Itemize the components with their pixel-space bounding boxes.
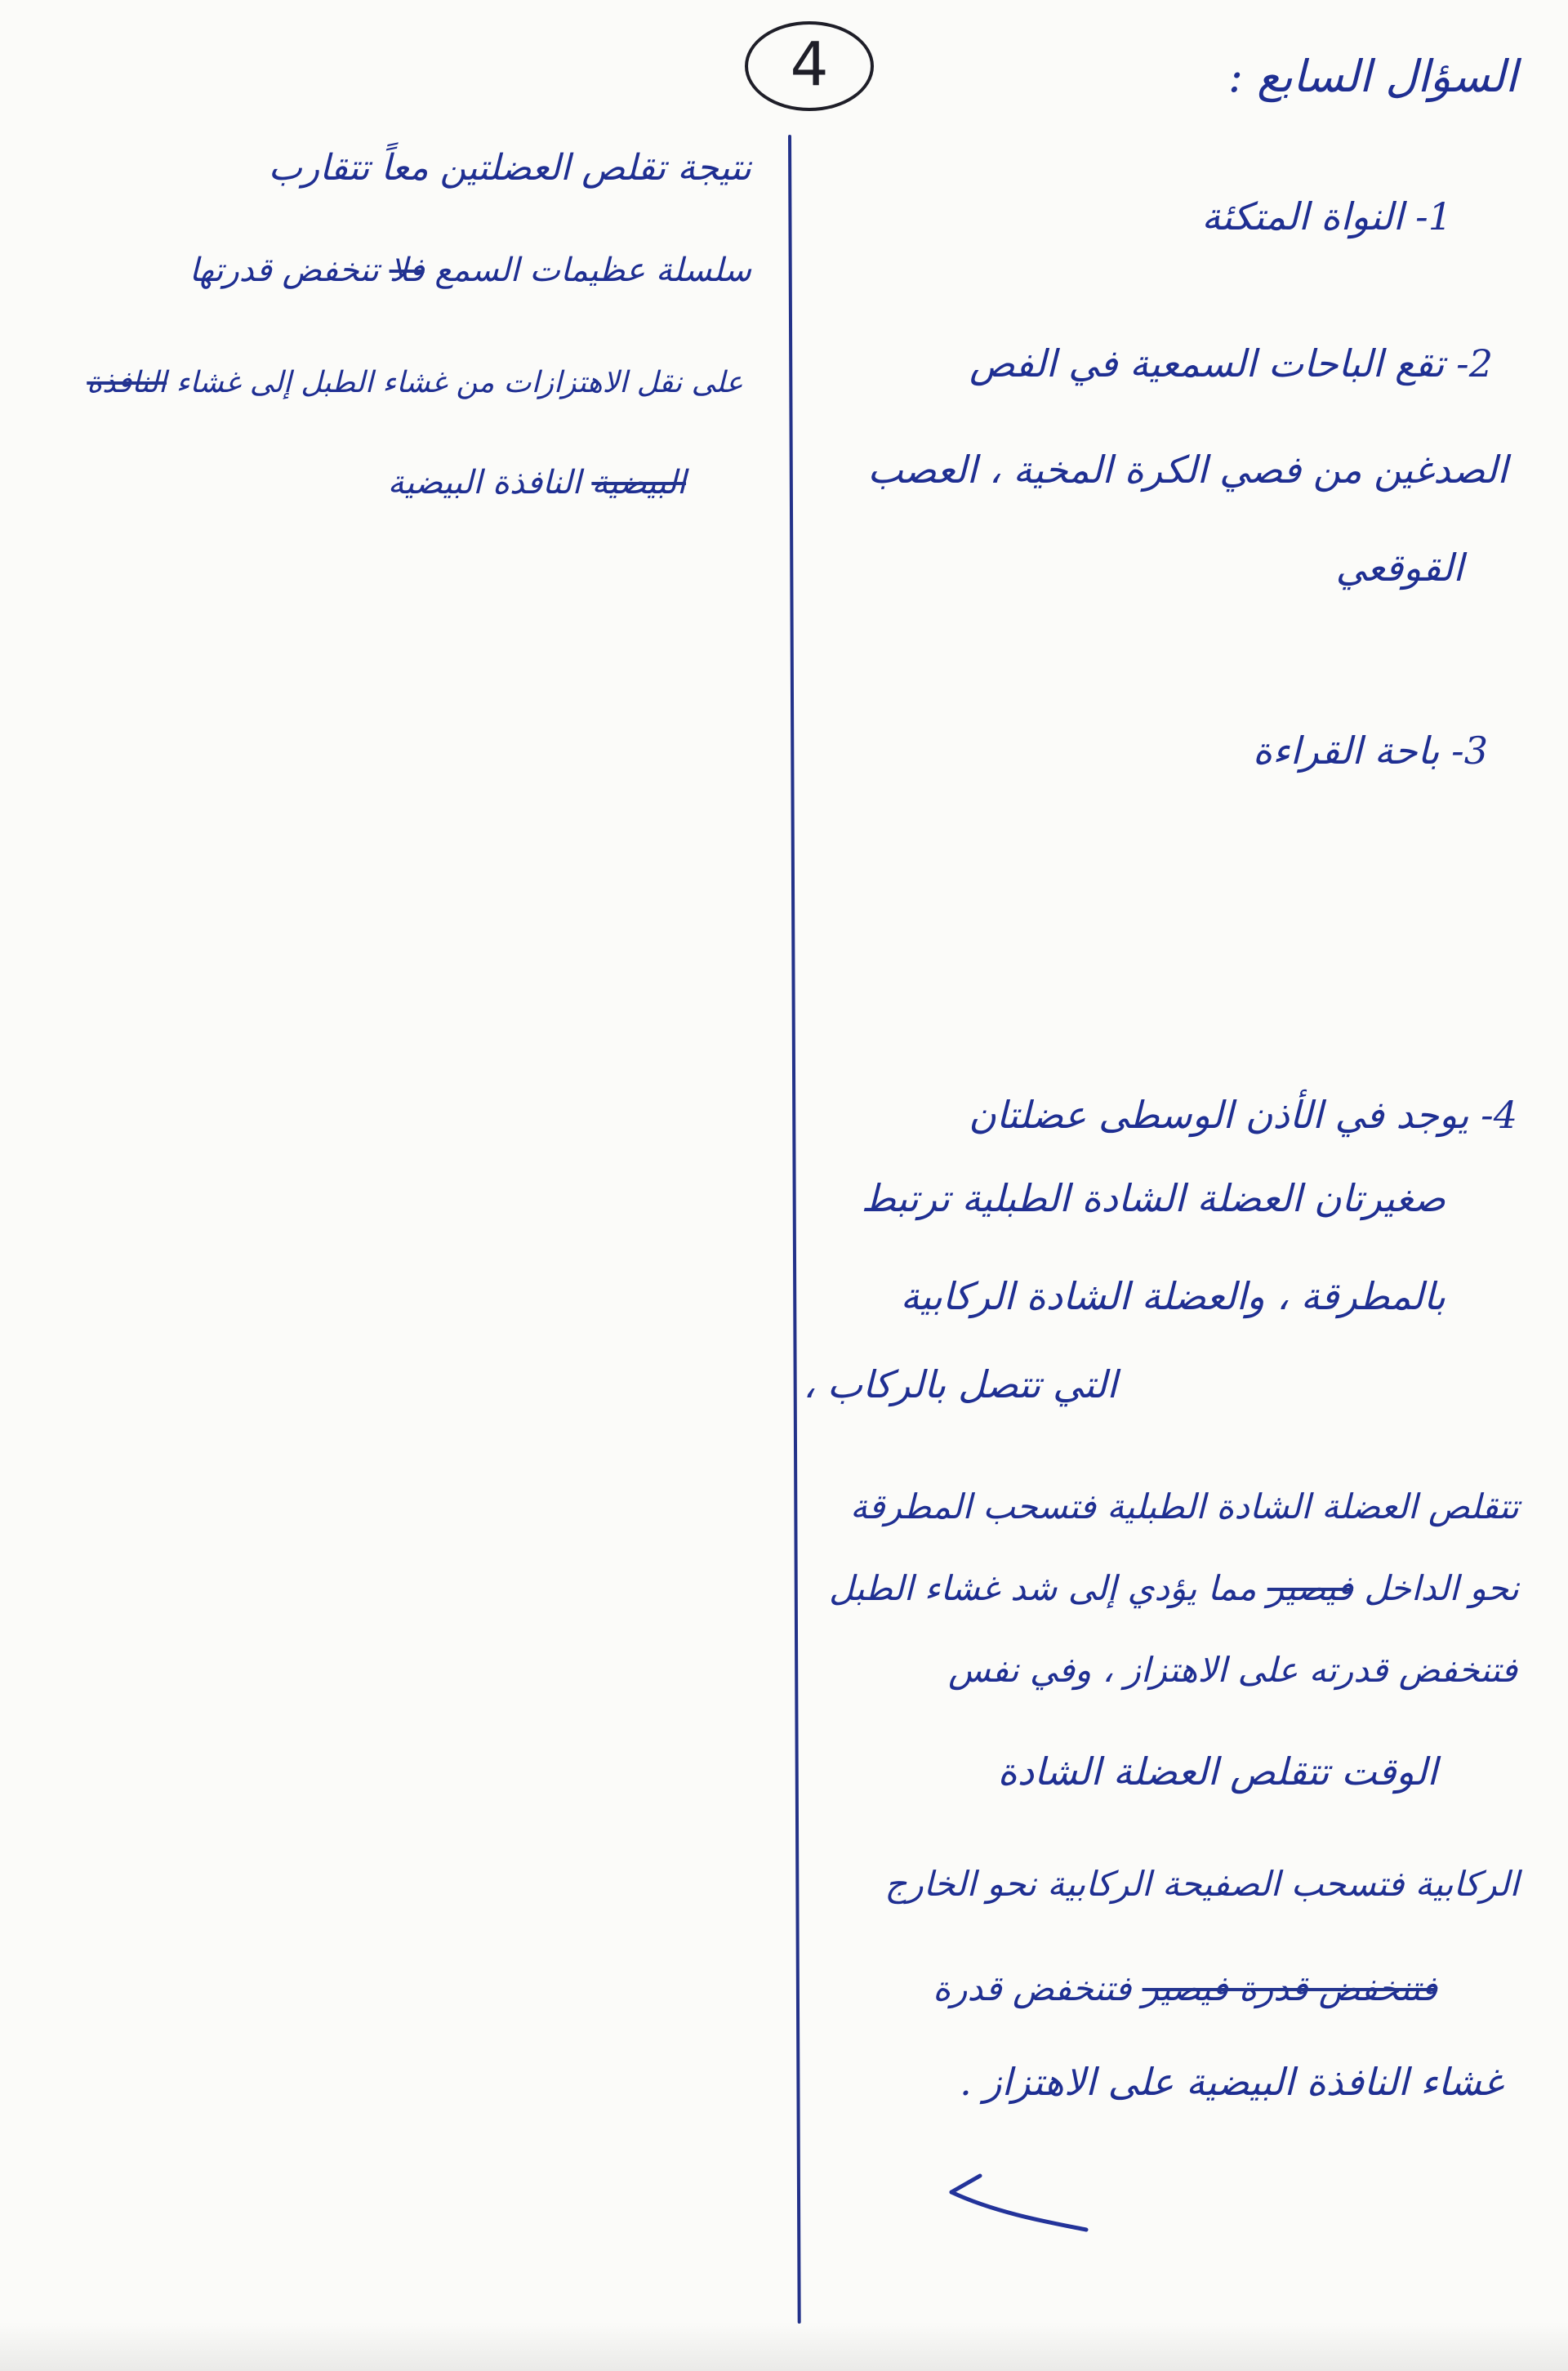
explanation-line-2-end: مما يؤدي إلى شد غشاء الطبل: [829, 1568, 1257, 1608]
answer-2-line-2: الصدغين من فصي الكرة المخية ، العصب: [867, 448, 1508, 492]
struck-word: فلا: [389, 252, 425, 289]
explanation-line-1: تتقلص العضلة الشادة الطبلية فتسحب المطرقة: [850, 1486, 1519, 1526]
explanation-line-5: الركابية فتسحب الصفيحة الركابية نحو الخارج: [884, 1864, 1519, 1904]
left-line-2: [189, 252, 751, 289]
struck-word: النافذة: [87, 366, 167, 399]
arrow-mark-icon: [931, 2173, 1094, 2238]
answer-4-line-1: 4- يوجد في الأذن الوسطى عضلتان: [969, 1093, 1517, 1137]
left-line-3: [87, 366, 743, 399]
left-line-4: [388, 464, 686, 501]
struck-word: البيضية: [591, 464, 686, 501]
left-line-2-end: تنخفض قدرتها: [189, 252, 379, 289]
struck-word: فيصير: [1267, 1568, 1353, 1608]
explanation-line-2-start: نحو الداخل: [1364, 1568, 1519, 1608]
left-line-1: نتيجة تقلص العضلتين معاً تتقارب: [268, 147, 751, 189]
column-divider: [788, 135, 801, 2324]
explanation-line-4: الوقت تتقلص العضلة الشادة: [997, 1749, 1437, 1794]
explanation-line-6: [933, 1968, 1437, 2008]
left-line-4-end: النافذة البيضية: [387, 464, 581, 501]
scan-shadow: [0, 2322, 1568, 2371]
left-line-3-start: على نقل الاهتزازات من غشاء الطبل إلى غشاء: [176, 366, 743, 399]
answer-2-line-3: القوقعي: [1335, 546, 1463, 590]
page-number-circle: [745, 21, 874, 111]
page-number: 4: [790, 29, 829, 100]
answer-1: 1- النواة المتكئة: [1201, 194, 1452, 238]
question-heading: السؤال السابع :: [1227, 51, 1517, 102]
explanation-line-6-end: فتنخفض قدرة: [933, 1968, 1132, 2008]
answer-3: 3- باحة القراءة: [1253, 729, 1488, 773]
answer-4-line-2: صغيرتان العضلة الشادة الطبلية ترتبط: [861, 1176, 1446, 1220]
explanation-line-3: فتنخفض قدرته على الاهتزاز ، وفي نفس: [948, 1650, 1517, 1690]
left-line-2-start: سلسلة عظيمات السمع: [434, 252, 751, 289]
answer-4-line-3: بالمطرقة ، والعضلة الشادة الركابية: [900, 1274, 1446, 1318]
explanation-line-2: [829, 1568, 1519, 1608]
struck-phrase: فتنخفض قدرة فيصير: [1142, 1968, 1437, 2008]
explanation-line-7: غشاء النافذة البيضية على الاهتزاز .: [960, 2060, 1503, 2104]
answer-2-line-1: 2- تقع الباحات السمعية في الفص: [969, 341, 1493, 386]
answer-4-line-4: التي تتصل بالركاب ،: [803, 1362, 1117, 1406]
